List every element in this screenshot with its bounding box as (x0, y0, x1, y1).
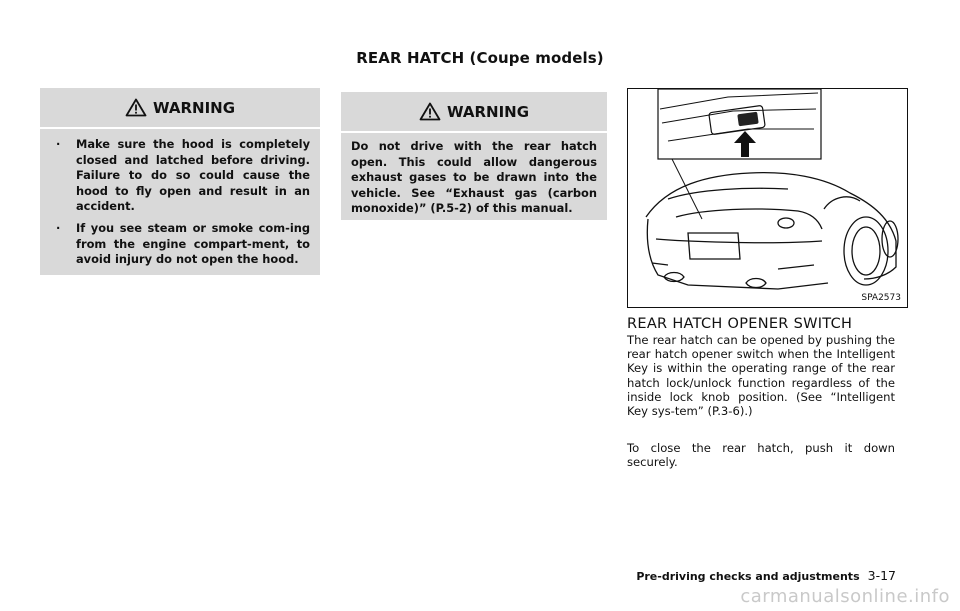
warning-list (54, 137, 310, 268)
hood-warning-box (40, 88, 320, 275)
warning-item: . If you see steam or smoke com-ing from the engine compart-ment, to avoid injury do not open the hood. (54, 221, 310, 268)
page-footer (636, 568, 896, 583)
warning-triangle-icon (419, 102, 441, 121)
warning-heading-text: WARNING (446, 102, 530, 121)
warning-heading (341, 92, 607, 133)
car-body (646, 173, 898, 289)
figure-code: SPA2573 (861, 293, 901, 303)
warning-item: . Make sure the hood is completely closed and latched before driving. Failure to do so could cause the hood to fly open and result in an accident. (54, 137, 310, 215)
opener-switch-inset (658, 89, 821, 159)
body-paragraph: To close the rear hatch, push it down securely. (627, 441, 895, 470)
page-title: REAR HATCH (Coupe models) (356, 49, 604, 67)
section-title: REAR HATCH OPENER SWITCH (627, 316, 853, 332)
rear-hatch-illustration (627, 88, 908, 308)
watermark-text: carmanualsonline.info (740, 586, 950, 607)
car-rear-illustration (628, 89, 908, 308)
warning-triangle-icon (125, 98, 147, 117)
rear-hatch-warning-box (341, 92, 607, 220)
page-number: 3-17 (867, 568, 896, 583)
body-paragraph: The rear hatch can be opened by pushing the rear hatch opener switch when the Intelligent Key is within the operating range of the rear hatch lock/unlock function regardless of the inside lock knob position. (See “Intelligent Key sys-tem” (P.3-6).) (627, 333, 895, 419)
warning-heading-text: WARNING (152, 98, 236, 117)
warning-text: Do not drive with the rear hatch open. This could allow dangerous exhaust gases to be drawn into the vehicle. See “Exhaust gas (carbon monoxide)” (P.5-2) of this manual. (351, 139, 597, 216)
warning-heading (40, 88, 320, 129)
chapter-title: Pre-driving checks and adjustments (636, 570, 860, 583)
